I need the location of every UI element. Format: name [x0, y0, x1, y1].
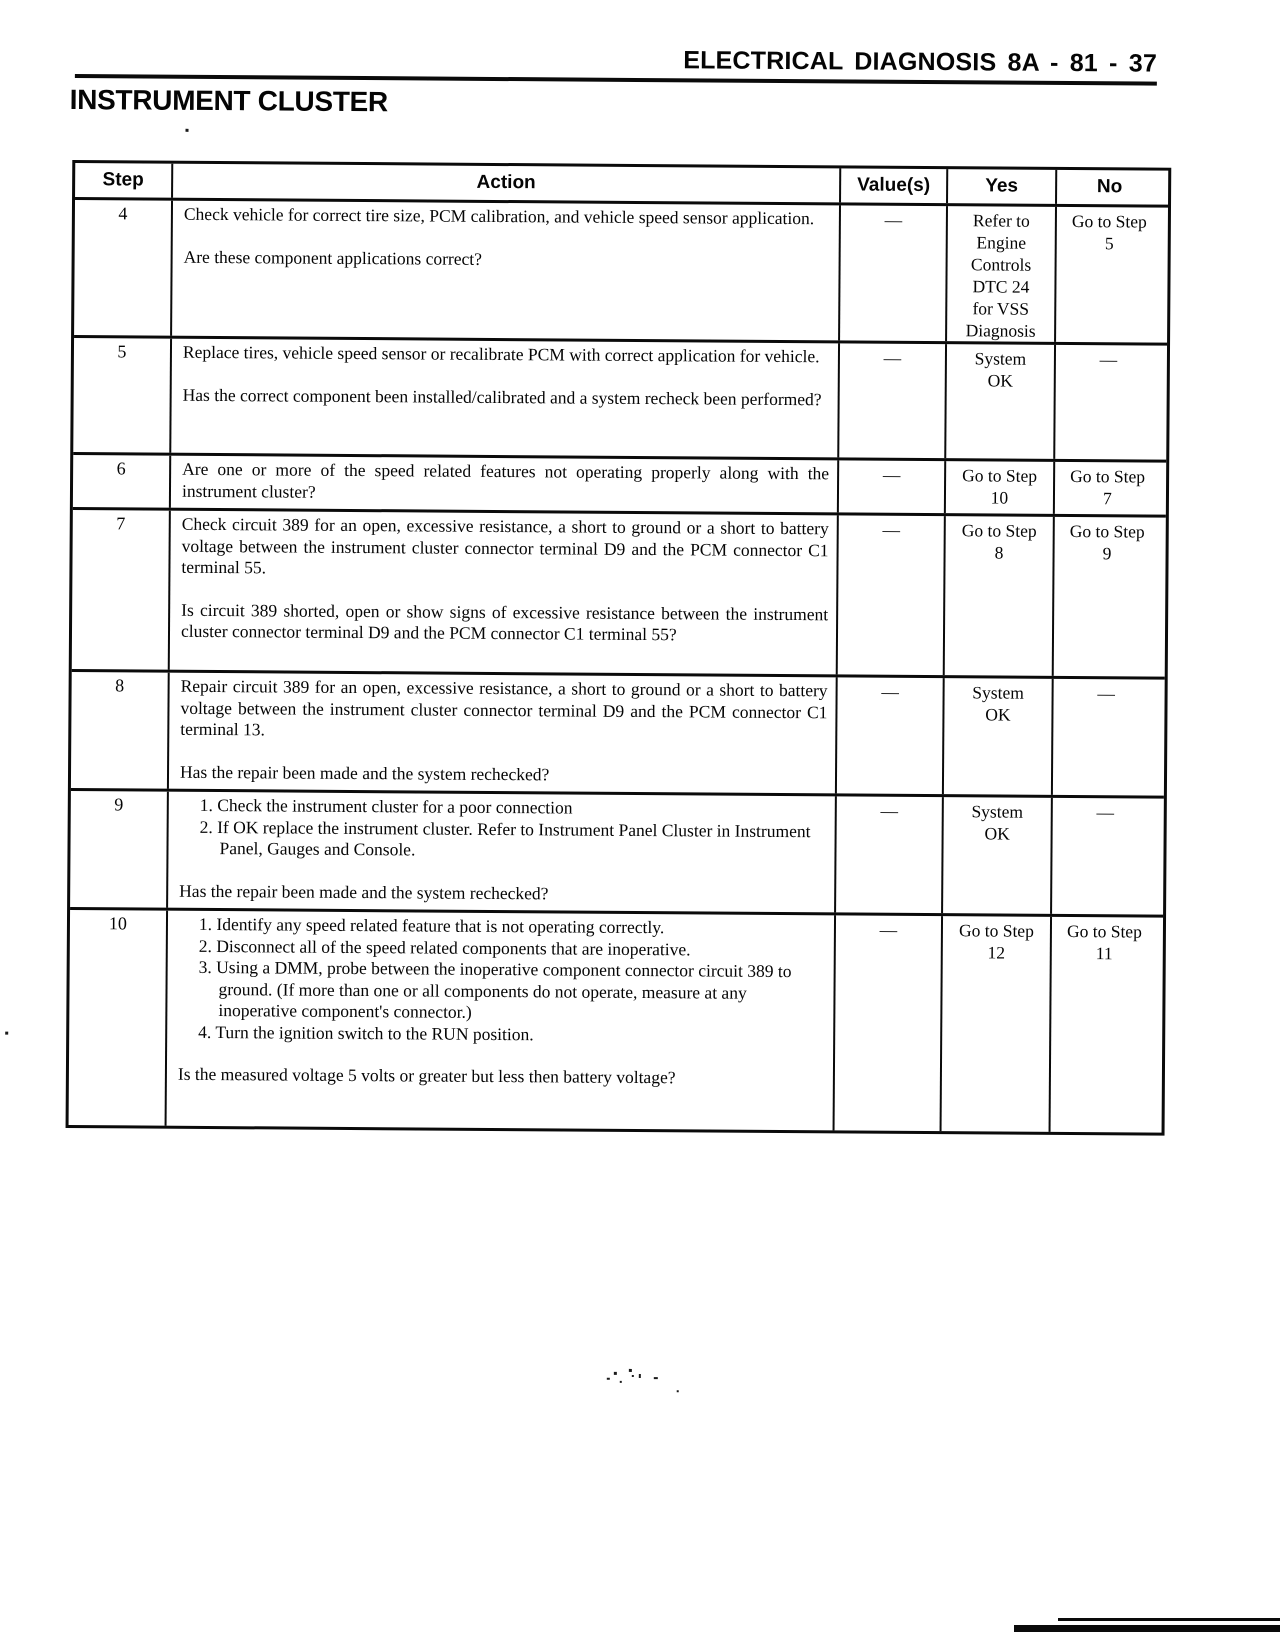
yes-cell: System OK — [944, 344, 1054, 459]
values-cell: — — [837, 343, 945, 458]
yes-cell: Refer to Engine Controls DTC 24 for VSS Diagnosis — [945, 206, 1055, 342]
action-list-item: 2. Disconnect all of the speed related components that are inoperative. — [198, 935, 691, 959]
yes-cell: Go to Step 12 — [940, 916, 1050, 1132]
column-header-action: Action — [171, 164, 839, 203]
page-title: INSTRUMENT CLUSTER — [69, 83, 388, 118]
scan-speck — [654, 1377, 658, 1379]
scan-bar — [1058, 1618, 1280, 1621]
scan-speck — [620, 1381, 622, 1383]
table-row — [73, 452, 1166, 515]
scan-speck — [186, 129, 189, 132]
values-cell: — — [835, 677, 943, 794]
values-cell: — — [838, 205, 946, 341]
column-header-no: No — [1055, 170, 1162, 205]
scan-speck — [632, 1375, 634, 1377]
table-row — [71, 669, 1165, 796]
action-paragraph: Check vehicle for correct tire size, PCM calibration, and vehicle speed sensor application. — [183, 203, 815, 229]
action-question: Is circuit 389 shorted, open or show signs of excessive resistance between the instrument cluster connector terminal D9 and the PCM connector C1 terminal 55? — [180, 599, 829, 645]
action-list-item: 1. Check the instrument cluster for a poor connection — [199, 794, 573, 818]
column-header-step: Step — [102, 169, 144, 191]
no-cell: Go to Step 9 — [1052, 517, 1160, 677]
scan-bar — [1014, 1625, 1280, 1632]
step-cell: 7 — [116, 513, 126, 534]
column-header-yes: Yes — [946, 169, 1055, 204]
table-row — [69, 907, 1163, 1133]
values-cell: — — [837, 460, 944, 513]
action-question: Has the correct component been installed/calibrated and a system recheck been performed? — [182, 384, 822, 409]
values-cell: — — [834, 796, 942, 913]
action-paragraph: Check circuit 389 for an open, excessive resistance, a short to ground or a short to battery voltage between the instrument cluster connector terminal D9 and the PCM connector C1 terminal 55. — [181, 513, 829, 578]
no-cell: — — [1051, 679, 1159, 796]
action-cell — [167, 673, 836, 794]
page-header — [75, 42, 1157, 79]
action-paragraph: Are one or more of the speed related features not operating properly along with the instrument cluster? — [181, 458, 830, 502]
values-cell: — — [836, 515, 944, 675]
scan-speck — [677, 1390, 679, 1392]
scan-speck — [639, 1374, 641, 1378]
column-header-values: Value(s) — [839, 168, 946, 203]
step-cell: 6 — [116, 458, 126, 479]
scan-speck — [614, 1372, 617, 1375]
action-cell — [166, 792, 835, 913]
step-cell: 8 — [115, 675, 125, 696]
table-row — [72, 507, 1166, 677]
no-cell: — — [1053, 345, 1161, 460]
action-list-item: 2. If OK replace the instrument cluster. Refer to Instrument Panel Cluster in Instrument Panel, Gauges and Console. — [199, 816, 811, 860]
diagnosis-table — [66, 160, 1172, 1136]
yes-cell: System OK — [941, 797, 1051, 914]
yes-cell: Go to Step 10 — [944, 461, 1053, 514]
no-cell: Go to Step 11 — [1049, 917, 1157, 1133]
action-cell — [169, 456, 837, 513]
table-body — [69, 197, 1168, 1133]
no-cell: Go to Step 7 — [1053, 462, 1160, 515]
action-cell — [169, 339, 838, 458]
table-row — [74, 197, 1168, 343]
scan-speck — [629, 1369, 632, 1372]
scan-speck — [607, 1378, 610, 1380]
no-cell: Go to Step 5 — [1054, 207, 1162, 343]
action-paragraph: Repair circuit 389 for an open, excessive resistance, a short to ground or a short to battery voltage between the instrument cluster connector terminal D9 and the PCM connector C1 terminal 13. — [180, 675, 828, 740]
action-question: Has the repair been made and the system rechecked? — [179, 880, 549, 903]
table-row — [70, 788, 1164, 915]
action-list-item: 4. Turn the ignition switch to the RUN position. — [198, 1021, 534, 1044]
step-cell: 5 — [117, 341, 127, 362]
step-cell: 10 — [108, 913, 128, 934]
action-cell — [168, 511, 837, 675]
page-header-text: ELECTRICAL DIAGNOSIS 8A - 81 - 37 — [683, 46, 1158, 78]
action-paragraph: Replace tires, vehicle speed sensor or recalibrate PCM with correct application for vehicle. — [182, 341, 820, 367]
action-list-item: 1. Identify any speed related feature that is not operating correctly. — [198, 913, 665, 938]
step-cell: 4 — [118, 203, 128, 224]
scan-speck — [5, 1032, 8, 1035]
yes-cell: System OK — [942, 678, 1052, 795]
step-cell: 9 — [114, 794, 124, 815]
action-question: Is the measured voltage 5 volts or greater but less then battery voltage? — [177, 1063, 676, 1088]
action-question: Has the repair been made and the system rechecked? — [179, 761, 550, 784]
no-cell: — — [1050, 798, 1158, 915]
action-question: Are these component applications correct? — [183, 246, 483, 269]
values-cell: — — [833, 915, 941, 1131]
yes-cell: Go to Step 8 — [943, 516, 1053, 676]
action-cell — [165, 911, 834, 1131]
action-cell — [170, 201, 839, 341]
table-row — [73, 335, 1167, 460]
action-list-item: 3. Using a DMM, probe between the inoperative component connector circuit 389 to ground. (If more than one or all components do not operate, measure at any inoperative component's connector.) — [198, 956, 792, 1022]
